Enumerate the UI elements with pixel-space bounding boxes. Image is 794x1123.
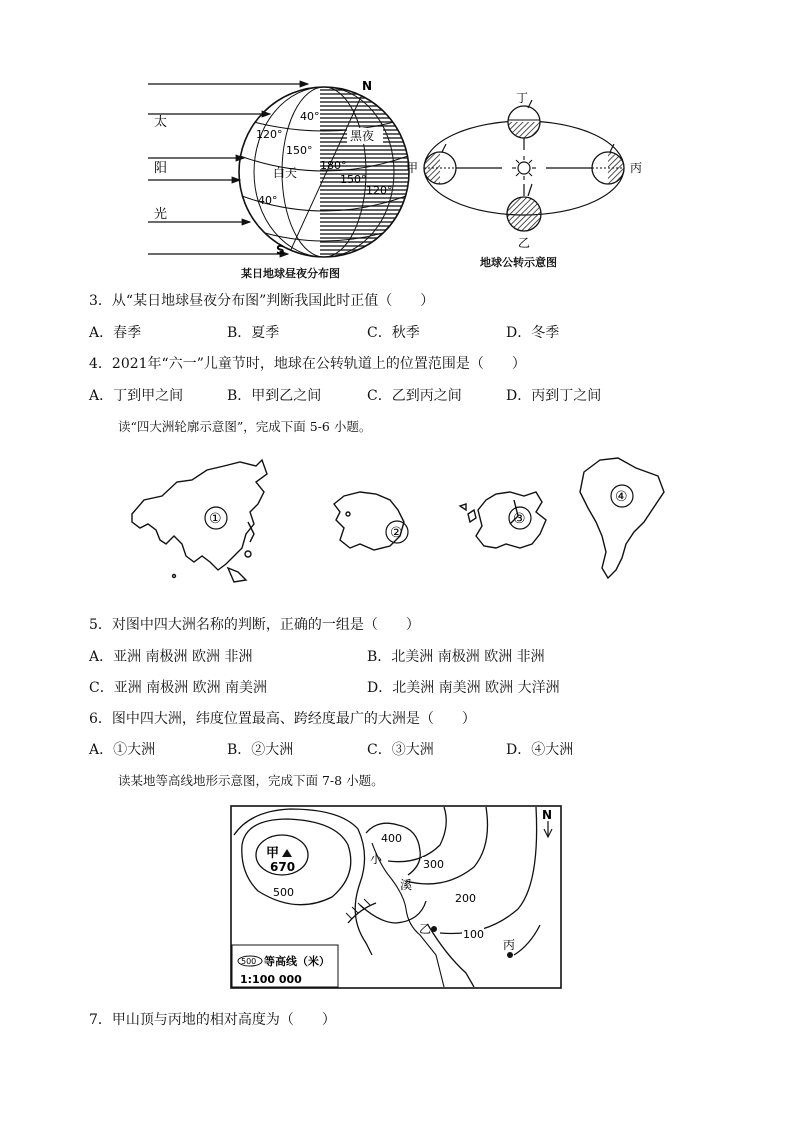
point-bing-marker [507, 952, 513, 958]
pos-bing-label: 丙 [630, 161, 643, 175]
contour-label-100: 100 [463, 928, 484, 941]
q3-option-d[interactable]: D．冬季 [506, 325, 560, 341]
q3-option-c[interactable]: C．秋季 [367, 325, 420, 341]
question-4-stem: 4．2021年“六一”儿童节时，地球在公转轨道上的位置范围是（ ） [89, 356, 526, 372]
question-5-stem: 5．对图中四大洲名称的判断，正确的一组是（ ） [89, 617, 420, 633]
continent-2-label: ② [390, 525, 403, 541]
continent-1-label: ① [209, 511, 222, 527]
sun-char-2: 阳 [154, 161, 168, 176]
q5-option-d[interactable]: D．北美洲 南美洲 欧洲 大洋洲 [367, 680, 560, 696]
q4-option-a[interactable]: A．丁到甲之间 [89, 388, 184, 404]
night-label: 黑夜 [350, 129, 375, 143]
contour-label-200: 200 [455, 892, 476, 905]
lon-label-2: 120° [256, 128, 283, 141]
contour-map [230, 805, 562, 989]
q5-option-b[interactable]: B．北美洲 南极洲 欧洲 非洲 [367, 649, 545, 665]
lon-label-6: 120° [366, 184, 393, 197]
pole-n-label: N [362, 79, 373, 93]
q6-option-d[interactable]: D．④大洲 [506, 742, 574, 758]
sun-char-1: 太 [154, 115, 168, 130]
lon-label-3: 150° [286, 144, 313, 157]
peak-label: 甲 [266, 846, 280, 861]
north-label: N [542, 808, 553, 822]
pos-jia-label: 甲 [406, 161, 419, 175]
stream-label-2: 溪 [400, 878, 413, 892]
legend-label: 等高线（米） [264, 955, 330, 968]
lon-label-4: 180° [320, 159, 347, 172]
q5-option-c[interactable]: C．亚洲 南极洲 欧洲 南美洲 [89, 680, 268, 696]
contour-label-500: 500 [273, 886, 294, 899]
legend-sample: 500 [241, 957, 257, 966]
intro-5-6: 读“四大洲轮廓示意图”，完成下面 5-6 小题。 [118, 419, 372, 434]
continent-figure [122, 452, 682, 592]
pos-yi-label: 乙 [518, 236, 531, 250]
continent-4-outline [580, 458, 664, 578]
q4-option-b[interactable]: B．甲到乙之间 [227, 388, 322, 404]
q6-option-a[interactable]: A．①大洲 [89, 742, 156, 758]
lon-label-1: 40° [300, 110, 320, 123]
revolution-caption: 地球公转示意图 [480, 256, 557, 269]
revolution-figure [402, 84, 652, 254]
contour-label-400: 400 [381, 832, 402, 845]
contour-label-300: 300 [423, 858, 444, 871]
q6-option-c[interactable]: C．③大洲 [367, 742, 434, 758]
lon-label-5: 150° [340, 173, 367, 186]
pos-ding-label: 丁 [516, 91, 529, 105]
question-7-stem: 7．甲山顶与丙地的相对高度为（ ） [89, 1012, 336, 1028]
question-3-stem: 3．从“某日地球昼夜分布图”判断我国此时正值（ ） [89, 293, 435, 309]
continent-3-outline [476, 492, 546, 548]
sun-icon [440, 134, 608, 196]
continent-4-label: ④ [615, 489, 628, 505]
sun-char-3: 光 [154, 207, 168, 222]
point-yi-label: 乙 [419, 922, 432, 936]
q4-option-d[interactable]: D．丙到丁之间 [506, 388, 602, 404]
stream-label-1: 小 [370, 852, 383, 866]
day-label: 白天 [273, 166, 298, 180]
q3-option-a[interactable]: A．春季 [89, 325, 142, 341]
q6-option-b[interactable]: B．②大洲 [227, 742, 294, 758]
scale-label: 1:100 000 [240, 973, 302, 986]
peak-height: 670 [270, 860, 296, 874]
point-yi-marker [431, 926, 437, 932]
q4-option-c[interactable]: C．乙到丙之间 [367, 388, 462, 404]
continent-3-label: ③ [513, 511, 526, 527]
q5-option-a[interactable]: A．亚洲 南极洲 欧洲 非洲 [89, 649, 253, 665]
question-6-stem: 6．图中四大洲，纬度位置最高、跨经度最广的大洲是（ ） [89, 711, 476, 727]
pole-s-label: S [276, 243, 285, 257]
point-bing-label: 丙 [503, 938, 516, 952]
continent-1-outline [132, 460, 267, 570]
q3-option-b[interactable]: B．夏季 [227, 325, 280, 341]
day-night-figure [140, 76, 420, 276]
intro-7-8: 读某地等高线地形示意图，完成下面 7-8 小题。 [118, 773, 384, 788]
day-night-caption: 某日地球昼夜分布图 [241, 267, 340, 280]
lon-label-7: 40° [258, 194, 278, 207]
